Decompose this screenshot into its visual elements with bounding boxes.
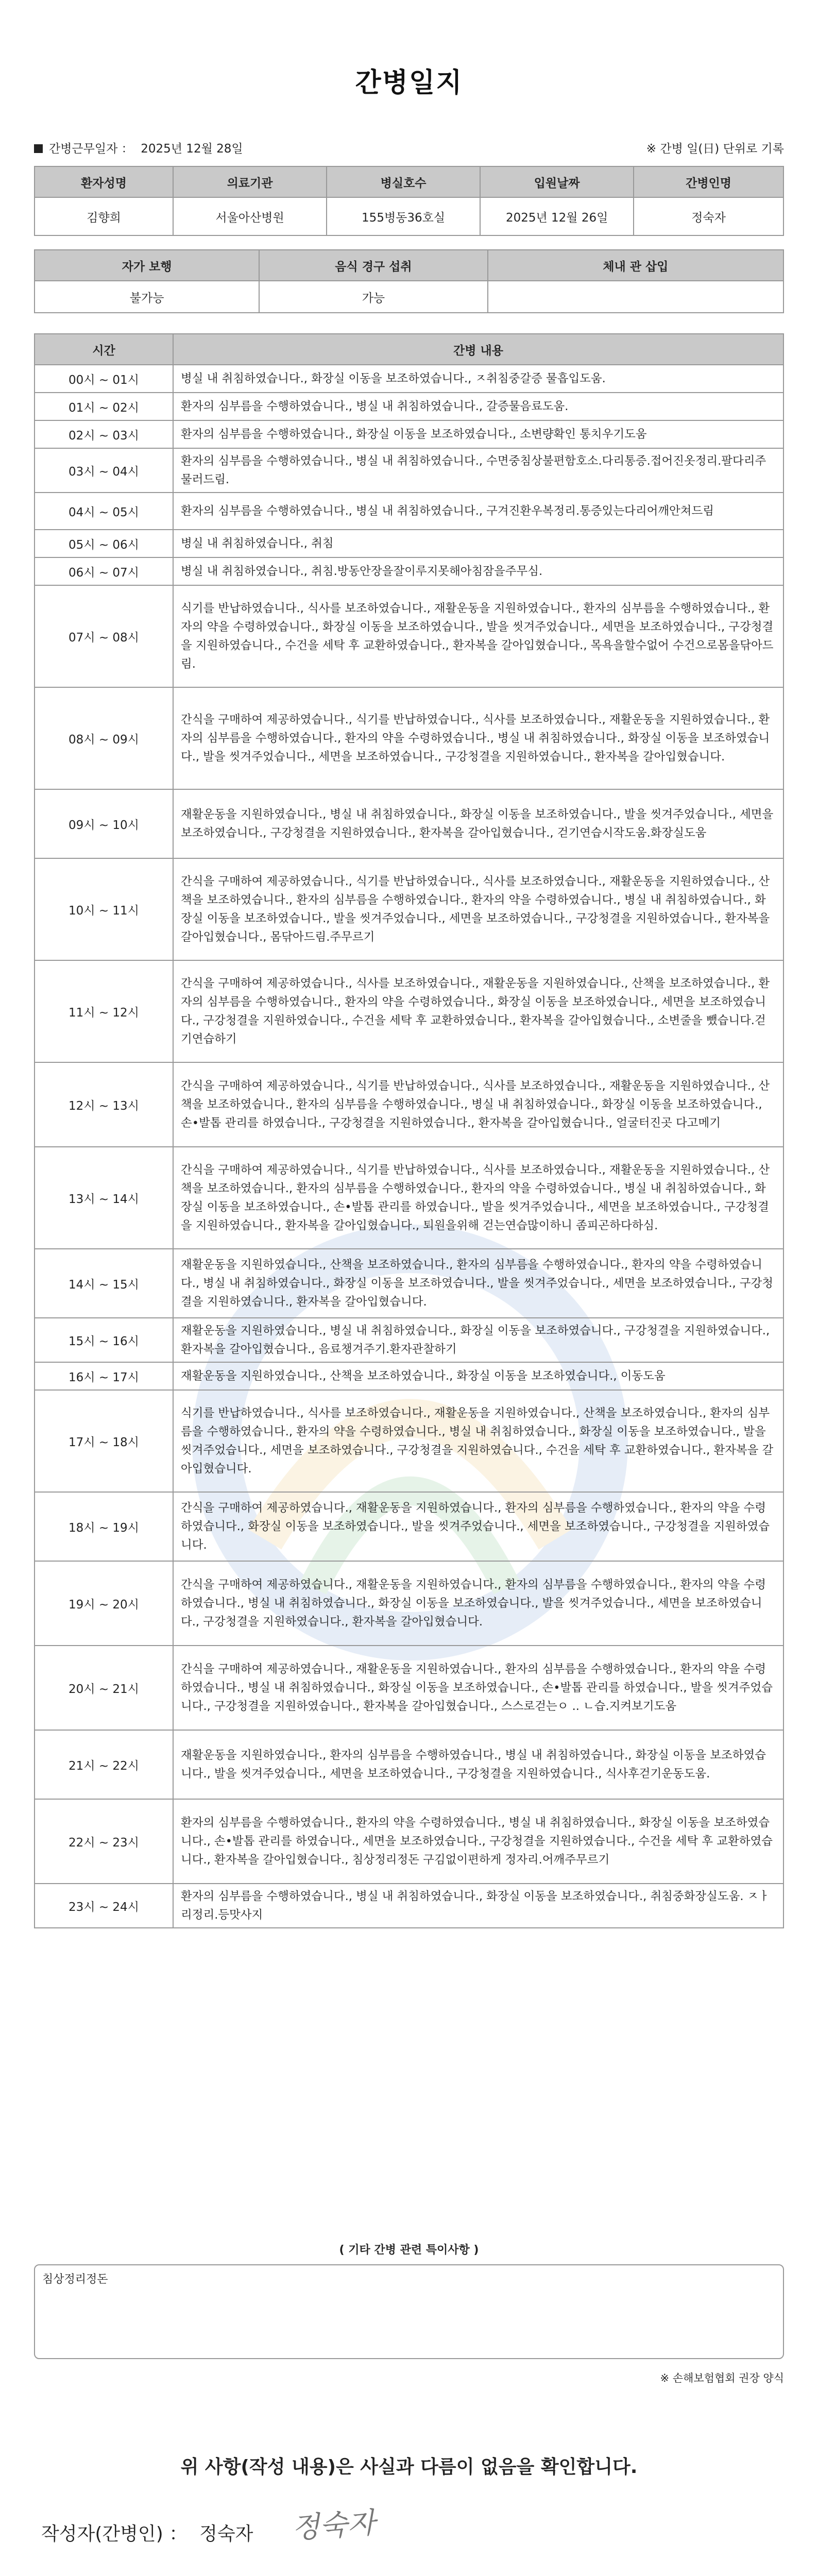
log-time: 07시 ~ 08시 (35, 585, 173, 687)
log-time: 23시 ~ 24시 (35, 1884, 173, 1928)
log-row (35, 448, 783, 493)
log-content: 재활운동을 지원하였습니다., 병실 내 취침하였습니다., 화장실 이동을 보조하였습니다., 발을 씻겨주었습니다., 세면을 보조하였습니다., 구강청결을 지원하였습니다., 환자복을 갈아입혔습니다., 걷기연습시작도움.화장실도움 (173, 789, 783, 858)
log-row (35, 530, 783, 557)
log-content: 식기를 반납하였습니다., 식사를 보조하였습니다., 재활운동을 지원하였습니다., 환자의 심부름을 수행하였습니다., 환자의 약을 수령하였습니다., 화장실 이동을 보조하였습니다., 발을 씻겨주었습니다., 세면을 보조하였습니다., 구강청결을 지원하였습니다., 수건을 세탁 후 교환하였습니다., 환자복을 갈아입혔습니다., 목욕을할수없어 수건으로몸을닦아드림. (173, 585, 783, 687)
header-time: 시간 (35, 334, 173, 365)
caregiver-name: 정숙자 (634, 197, 783, 235)
log-row (35, 1730, 783, 1799)
header-oral-intake: 음식 경구 섭취 (259, 250, 487, 281)
log-row (35, 420, 783, 448)
log-row (35, 1799, 783, 1884)
log-content: 병실 내 취침하였습니다., 취침.방동안장을잘이루지못해아침잠을주무심. (173, 557, 783, 585)
document-title: 간병일지 (355, 67, 463, 98)
log-row (35, 687, 783, 789)
special-notes-title: ( 기타 간병 관련 특이사항 ) (339, 2244, 479, 2257)
log-row (35, 557, 783, 585)
writer-line: 작성자(간병인) ： 정숙자 (41, 2523, 253, 2545)
log-time: 03시 ~ 04시 (35, 448, 173, 493)
log-time: 10시 ~ 11시 (35, 858, 173, 960)
patient-name: 김향희 (35, 197, 173, 235)
log-row (35, 585, 783, 687)
log-time: 20시 ~ 21시 (35, 1646, 173, 1730)
log-row (35, 789, 783, 858)
log-row (35, 858, 783, 960)
log-content: 간식을 구매하여 제공하였습니다., 재활운동을 지원하였습니다., 환자의 심부름을 수행하였습니다., 환자의 약을 수령하였습니다., 화장실 이동을 보조하였습니다., 발을 씻겨주었습니다., 세면을 보조하였습니다., 구강청결을 지원하였습니다. (173, 1492, 783, 1561)
header-patient-name: 환자성명 (35, 166, 173, 197)
log-row (35, 1318, 783, 1362)
log-content: 간식을 구매하여 제공하였습니다., 재활운동을 지원하였습니다., 환자의 심부름을 수행하였습니다., 환자의 약을 수령하였습니다., 병실 내 취침하였습니다., 화장실 이동을 보조하였습니다., 발을 씻겨주었습니다., 세면을 보조하였습니다., 구강청결을 지원하였습니다., 환자복을 갈아입혔습니다. (173, 1561, 783, 1646)
log-content: 간식을 구매하여 제공하였습니다., 식사를 보조하였습니다., 재활운동을 지원하였습니다., 산책을 보조하였습니다., 환자의 심부름을 수행하였습니다., 환자의 약을 수령하였습니다., 화장실 이동을 보조하였습니다., 세면을 보조하였습니다., 구강청결을 지원하였습니다., 수건을 세탁 후 교환하였습니다., 환자복을 갈아입혔습니다., 소변줄을 뺐습니다.걷기연습하기 (173, 960, 783, 1062)
log-content: 간식을 구매하여 제공하였습니다., 재활운동을 지원하였습니다., 환자의 심부름을 수행하였습니다., 환자의 약을 수령하였습니다., 병실 내 취침하였습니다., 화장실 이동을 보조하였습니다., 손•발톱 관리를 하였습니다., 발을 씻겨주었습니다., 구강청결을 지원하였습니다., 환자복을 갈아입혔습니다., 스스로걷는ㅇ .. ㄴ습.지켜보기도움 (173, 1646, 783, 1730)
self-walking-value: 불가능 (35, 281, 259, 313)
log-row (35, 1390, 783, 1492)
handwritten-signature: 정숙자 (291, 2506, 377, 2546)
log-content: 간식을 구매하여 제공하였습니다., 식기를 반납하였습니다., 식사를 보조하였습니다., 재활운동을 지원하였습니다., 산책을 보조하였습니다., 환자의 심부름을 수행하였습니다., 환자의 약을 수령하였습니다., 병실 내 취침하였습니다., 화장실 이동을 보조하였습니다., 손•발톱 관리를 하였습니다., 발을 씻겨주었습니다., 세면을 보조하였습니다., 구강청결을 지원하였습니다., 환자복을 갈아입혔습니다., 퇴원을위해 걷는연습많이하니 좀피곤하다하심. (173, 1147, 783, 1249)
log-time: 13시 ~ 14시 (35, 1147, 173, 1249)
log-content: 병실 내 취침하였습니다., 취침 (173, 530, 783, 557)
log-row (35, 365, 783, 393)
log-time: 15시 ~ 16시 (35, 1318, 173, 1362)
log-time: 12시 ~ 13시 (35, 1062, 173, 1147)
write-date-line (41, 2572, 309, 2576)
tube-insertion-value (488, 281, 783, 313)
special-notes-box (34, 2264, 784, 2359)
header-tube-insertion: 체내 관 삽입 (488, 250, 783, 281)
log-row (35, 1884, 783, 1928)
log-content: 환자의 심부름을 수행하였습니다., 병실 내 취침하였습니다., 갈증물음료도움. (173, 393, 783, 420)
log-time: 16시 ~ 17시 (35, 1362, 173, 1390)
log-time: 21시 ~ 22시 (35, 1730, 173, 1799)
oral-intake-value: 가능 (259, 281, 487, 313)
header-care-content: 간병 내용 (173, 334, 783, 365)
log-row (35, 1646, 783, 1730)
log-row (35, 493, 783, 530)
log-time: 09시 ~ 10시 (35, 789, 173, 858)
meta-row (34, 139, 784, 160)
log-content: 간식을 구매하여 제공하였습니다., 식기를 반납하였습니다., 식사를 보조하였습니다., 재활운동을 지원하였습니다., 환자의 심부름을 수행하였습니다., 환자의 약을 수령하였습니다., 병실 내 취침하였습니다., 화장실 이동을 보조하였습니다., 발을 씻겨주었습니다., 세면을 보조하였습니다., 구강청결을 지원하였습니다., 환자복을 갈아입혔습니다. (173, 687, 783, 789)
log-content: 재활운동을 지원하였습니다., 환자의 심부름을 수행하였습니다., 병실 내 취침하였습니다., 화장실 이동을 보조하였습니다., 발을 씻겨주었습니다., 세면을 보조하였습니다., 구강청결을 지원하였습니다., 식사후걷기운동도움. (173, 1730, 783, 1799)
log-content: 환자의 심부름을 수행하였습니다., 병실 내 취침하였습니다., 화장실 이동을 보조하였습니다., 취침중화장실도움. ㅈㅏ리정리.등맛사지 (173, 1884, 783, 1928)
log-time: 05시 ~ 06시 (35, 530, 173, 557)
special-notes-text: 침상정리정돈 (42, 2273, 108, 2286)
log-content: 재활운동을 지원하였습니다., 병실 내 취침하였습니다., 화장실 이동을 보조하였습니다., 구강청결을 지원하였습니다., 환자복을 갈아입혔습니다., 음료챙겨주기.환자관찰하기 (173, 1318, 783, 1362)
log-content: 식기를 반납하였습니다., 식사를 보조하였습니다., 재활운동을 지원하였습니다., 산책을 보조하였습니다., 환자의 심부름을 수행하였습니다., 환자의 약을 수령하였습니다., 병실 내 취침하였습니다., 화장실 이동을 보조하였습니다., 발을 씻겨주었습니다., 세면을 보조하였습니다., 구강청결을 지원하였습니다., 수건을 세탁 후 교환하였습니다., 환자복을 갈아입혔습니다. (173, 1390, 783, 1492)
writer-name: 정숙자 (199, 2523, 253, 2545)
log-content: 재활운동을 지원하였습니다., 산책을 보조하였습니다., 환자의 심부름을 수행하였습니다., 환자의 약을 수령하였습니다., 병실 내 취침하였습니다., 화장실 이동을 보조하였습니다., 발을 씻겨주었습니다., 세면을 보조하였습니다., 구강청결을 지원하였습니다., 환자복을 갈아입혔습니다. (173, 1249, 783, 1318)
header-room: 병실호수 (327, 166, 480, 197)
log-time: 11시 ~ 12시 (35, 960, 173, 1062)
log-time: 17시 ~ 18시 (35, 1390, 173, 1492)
header-caregiver: 간병인명 (634, 166, 783, 197)
header-self-walking: 자가 보행 (35, 250, 259, 281)
form-source-note: ※ 손해보험협회 권장 양식 (660, 2372, 784, 2384)
log-content: 환자의 심부름을 수행하였습니다., 병실 내 취침하였습니다., 수면중침상불편함호소.다리통증.접어진옷정리.팔다리주물러드림. (173, 448, 783, 493)
log-row (35, 960, 783, 1062)
square-bullet-icon (34, 144, 43, 153)
log-time: 22시 ~ 23시 (35, 1799, 173, 1884)
confirmation-statement: 위 사항(작성 내용)은 사실과 다름이 없음을 확인합니다. (180, 2456, 638, 2478)
log-row (35, 1362, 783, 1390)
log-row (35, 1249, 783, 1318)
hospital: 서울아산병원 (173, 197, 327, 235)
log-time: 08시 ~ 09시 (35, 687, 173, 789)
admission-date: 2025년 12월 26일 (480, 197, 634, 235)
log-time: 19시 ~ 20시 (35, 1561, 173, 1646)
log-content: 재활운동을 지원하였습니다., 산책을 보조하였습니다., 화장실 이동을 보조하였습니다., 이동도움 (173, 1362, 783, 1390)
log-time: 04시 ~ 05시 (35, 493, 173, 530)
log-content: 병실 내 취침하였습니다., 화장실 이동을 보조하였습니다., ㅈ취침중갈증 물흡입도움. (173, 365, 783, 393)
log-time: 18시 ~ 19시 (35, 1492, 173, 1561)
patient-ability-table (34, 249, 784, 313)
log-time: 01시 ~ 02시 (35, 393, 173, 420)
log-content: 간식을 구매하여 제공하였습니다., 식기를 반납하였습니다., 식사를 보조하였습니다., 재활운동을 지원하였습니다., 산책을 보조하였습니다., 환자의 심부름을 수행하였습니다., 병실 내 취침하였습니다., 화장실 이동을 보조하였습니다., 손•발톱 관리를 하였습니다., 구강청결을 지원하였습니다., 환자복을 갈아입혔습니다., 얼굴터진곳 다고메기 (173, 1062, 783, 1147)
log-content: 환자의 심부름을 수행하였습니다., 화장실 이동을 보조하였습니다., 소변량확인 통치우기도움 (173, 420, 783, 448)
record-unit-note: ※ 간병 일(日) 단위로 기록 (646, 142, 784, 156)
log-time: 02시 ~ 03시 (35, 420, 173, 448)
work-date: 간병근무일자 ： 2025년 12월 28일 (34, 139, 243, 156)
patient-info-table (34, 166, 784, 236)
log-time: 06시 ~ 07시 (35, 557, 173, 585)
log-time: 14시 ~ 15시 (35, 1249, 173, 1318)
log-time: 00시 ~ 01시 (35, 365, 173, 393)
log-row (35, 1147, 783, 1249)
log-content: 환자의 심부름을 수행하였습니다., 병실 내 취침하였습니다., 구겨진환우복정리.통증있는다리어깨안쳐드림 (173, 493, 783, 530)
room-number: 155병동36호실 (327, 197, 480, 235)
log-row (35, 393, 783, 420)
log-row (35, 1561, 783, 1646)
log-row (35, 1062, 783, 1147)
hourly-log-table (34, 333, 784, 1928)
log-content: 환자의 심부름을 수행하였습니다., 환자의 약을 수령하였습니다., 병실 내 취침하였습니다., 화장실 이동을 보조하였습니다., 손•발톱 관리를 하였습니다., 세면을 보조하였습니다., 구강청결을 지원하였습니다., 수건을 세탁 후 교환하였습니다., 환자복을 갈아입혔습니다., 침상정리정돈 구김없이편하게 정자리.어깨주무르기 (173, 1799, 783, 1884)
header-admission-date: 입원날짜 (480, 166, 634, 197)
log-row (35, 1492, 783, 1561)
header-hospital: 의료기관 (173, 166, 327, 197)
log-content: 간식을 구매하여 제공하였습니다., 식기를 반납하였습니다., 식사를 보조하였습니다., 재활운동을 지원하였습니다., 산책을 보조하였습니다., 환자의 심부름을 수행하였습니다., 환자의 약을 수령하였습니다., 병실 내 취침하였습니다., 화장실 이동을 보조하였습니다., 발을 씻겨주었습니다., 세면을 보조하였습니다., 구강청결을 지원하였습니다., 환자복을 갈아입혔습니다., 몸닦아드림.주무르기 (173, 858, 783, 960)
